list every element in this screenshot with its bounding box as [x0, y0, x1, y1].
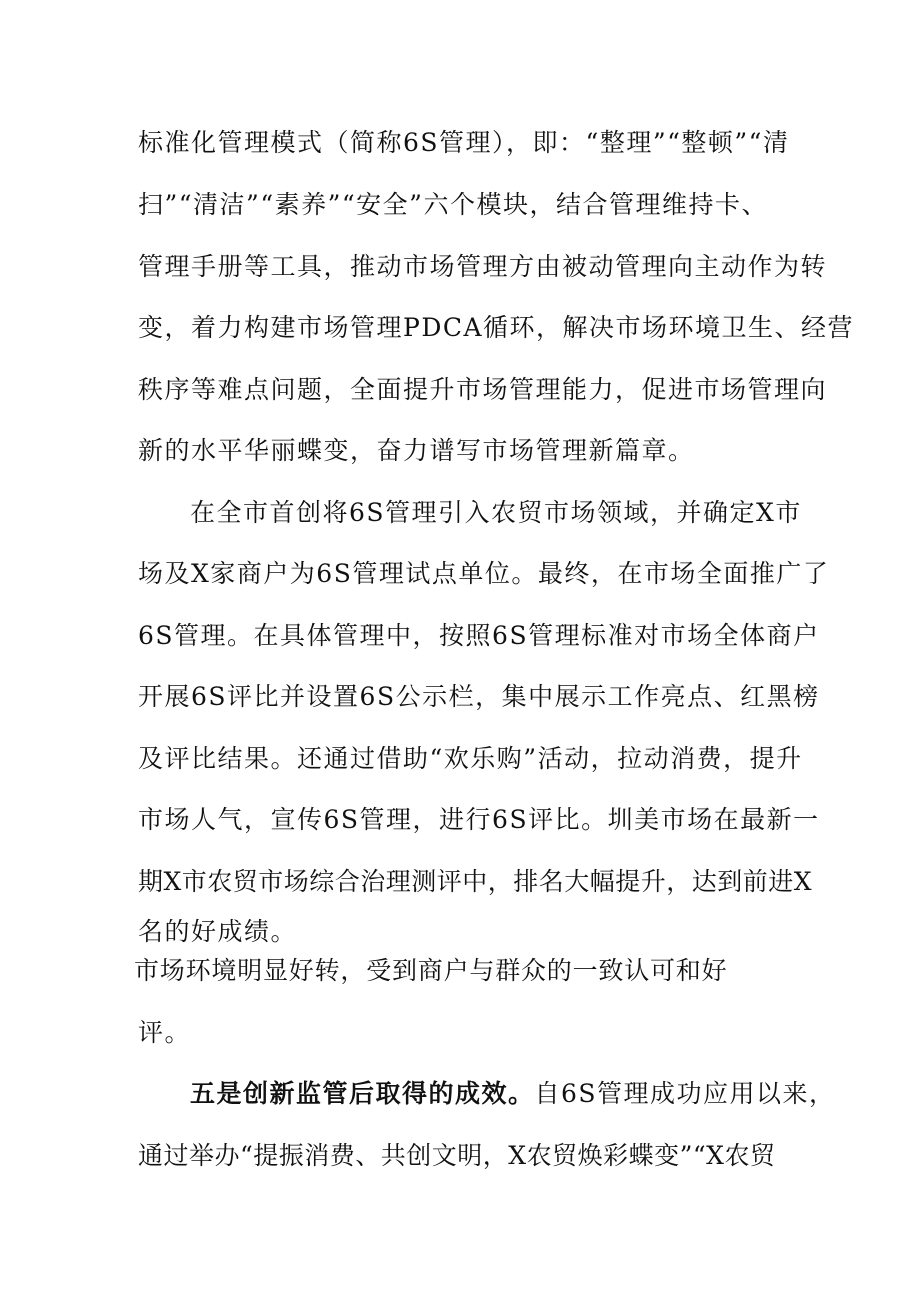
paragraph-line-16: 评。 — [138, 1018, 192, 1047]
paragraph-line-9: 6S管理。在具体管理中，按照6S管理标准对市场全体商户 — [138, 621, 820, 650]
bold-lead-heading: 五是创新监管后取得的成效。 — [190, 1079, 535, 1108]
paragraph-line-3: 管理手册等工具，推动市场管理方由被动管理向主动作为转 — [138, 252, 828, 281]
paragraph-line-4: 变，着力构建市场管理PDCA循环，解决市场环境卫生、经营 — [138, 313, 855, 342]
paragraph-line-14: 名的好成绩。 — [138, 917, 298, 946]
paragraph-line-17 — [190, 1077, 836, 1111]
paragraph-line-6: 新的水平华丽蝶变，奋力谱写市场管理新篇章。 — [138, 436, 695, 465]
paragraph-line-12: 市场人气，宣传6S管理，进行6S评比。圳美市场在最新一 — [138, 805, 820, 834]
paragraph-line-7: 在全市首创将6S管理引入农贸市场领域，并确定X市 — [190, 498, 802, 527]
paragraph-line-1: 标准化管理模式（简称6S管理），即：“整理”“整顿”“清 — [138, 128, 790, 157]
paragraph-line-18: 通过举办“提振消费、共创文明，X农贸焕彩蝶变”“X农贸 — [138, 1141, 776, 1170]
paragraph-line-15: 市场环境明显好转，受到商户与群众的一致认可和好 — [134, 956, 728, 985]
paragraph-line-17-text: 自6S管理成功应用以来， — [534, 1079, 836, 1108]
paragraph-line-2: 扫”“清洁”“素养”“安全”六个模块，结合管理维持卡、 — [138, 190, 768, 219]
paragraph-line-10: 开展6S评比并设置6S公示栏，集中展示工作亮点、红黑榜 — [138, 682, 820, 711]
paragraph-line-5: 秩序等难点问题，全面提升市场管理能力，促进市场管理向 — [138, 375, 828, 404]
paragraph-line-13: 期X市农贸市场综合治理测评中，排名大幅提升，达到前进X — [138, 867, 813, 896]
paragraph-line-11: 及评比结果。还通过借助“欢乐购”活动，拉动消费，提升 — [138, 744, 803, 773]
paragraph-line-8: 场及X家商户为6S管理试点单位。最终，在市场全面推广了 — [138, 559, 830, 588]
